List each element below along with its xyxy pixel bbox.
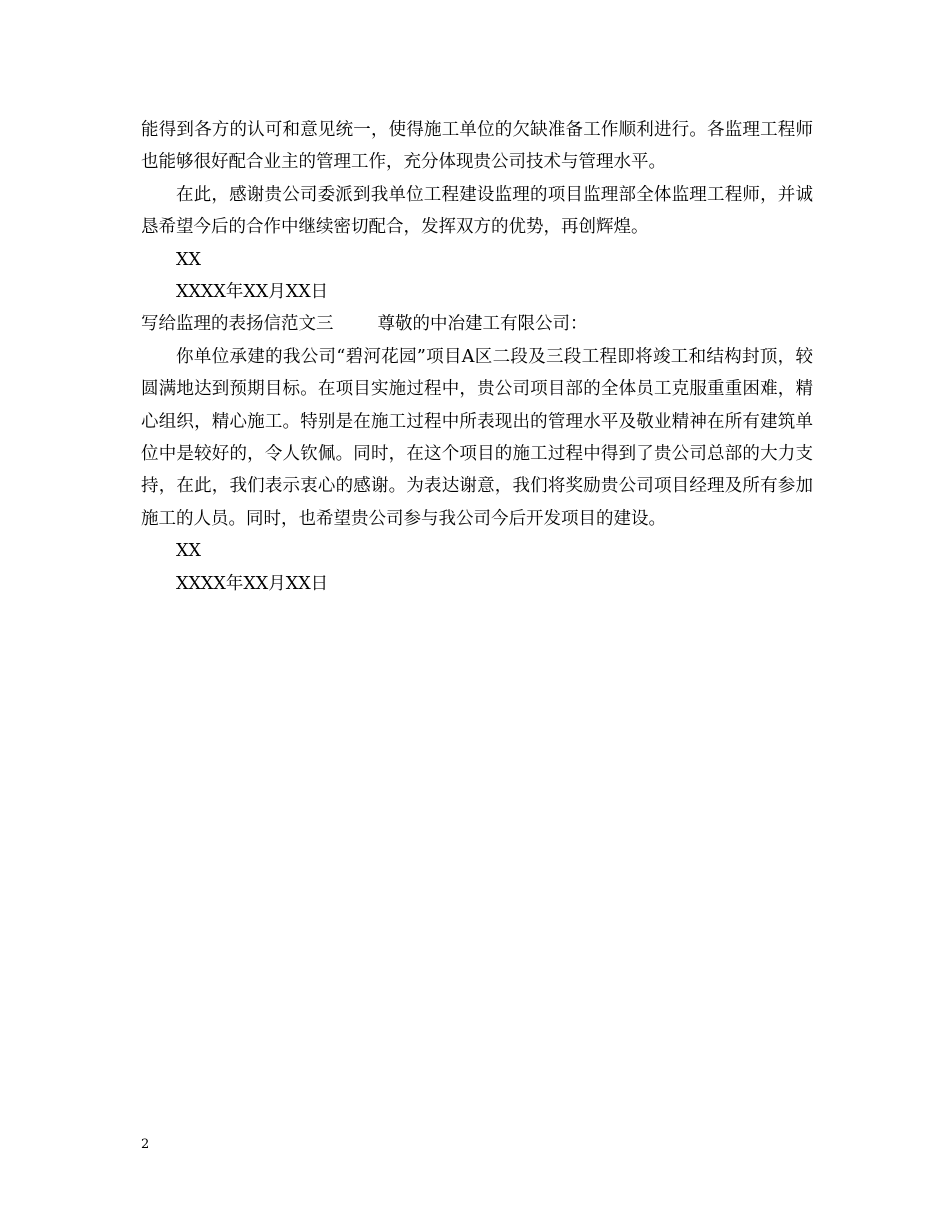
signature-date-2: XXXX年XX月XX日 bbox=[176, 573, 329, 594]
paragraph-body: 你单位承建的我公司“碧河花园”项目A区二段及三段工程即将竣工和结构封顶，较圆满地达到预期目标。在项目实施过程中，贵公司项目部的全体员工克服重重困难，精心组织，精心施工。特别是在施工过程中所表现出的管理水平及敬业精神在所有建筑单位中是较好的，令人钦佩。同时，在这个项目的施工过程中得到了贵公司总部的大力支持，在此，我们表示衷心的感谢。为表达谢意，我们将奖励贵公司项目经理及所有参加施工的人员。同时，也希望贵公司参与我公司今后开发项目的建设。 bbox=[141, 346, 813, 529]
signature-date: XXXX年XX月XX日 bbox=[176, 282, 329, 303]
document-body bbox=[141, 114, 813, 600]
section-title: 写给监理的表扬信范文三 bbox=[141, 314, 334, 335]
section-heading bbox=[141, 308, 813, 340]
paragraph-continuation: 能得到各方的认可和意见统一，使得施工单位的欠缺准备工作顺利进行。各监理工程师也能够很好配合业主的管理工作，充分体现贵公司技术与管理水平。 bbox=[141, 120, 813, 173]
signature-name-2: XX bbox=[176, 541, 201, 562]
salutation: 尊敬的中冶建工有限公司： bbox=[377, 314, 588, 335]
signature-name: XX bbox=[176, 249, 201, 270]
paragraph-thanks: 在此，感谢贵公司委派到我单位工程建设监理的项目监理部全体监理工程师，并诚恳希望今后的合作中继续密切配合，发挥双方的优势，再创辉煌。 bbox=[141, 184, 813, 238]
page-number: 2 bbox=[141, 1137, 150, 1152]
